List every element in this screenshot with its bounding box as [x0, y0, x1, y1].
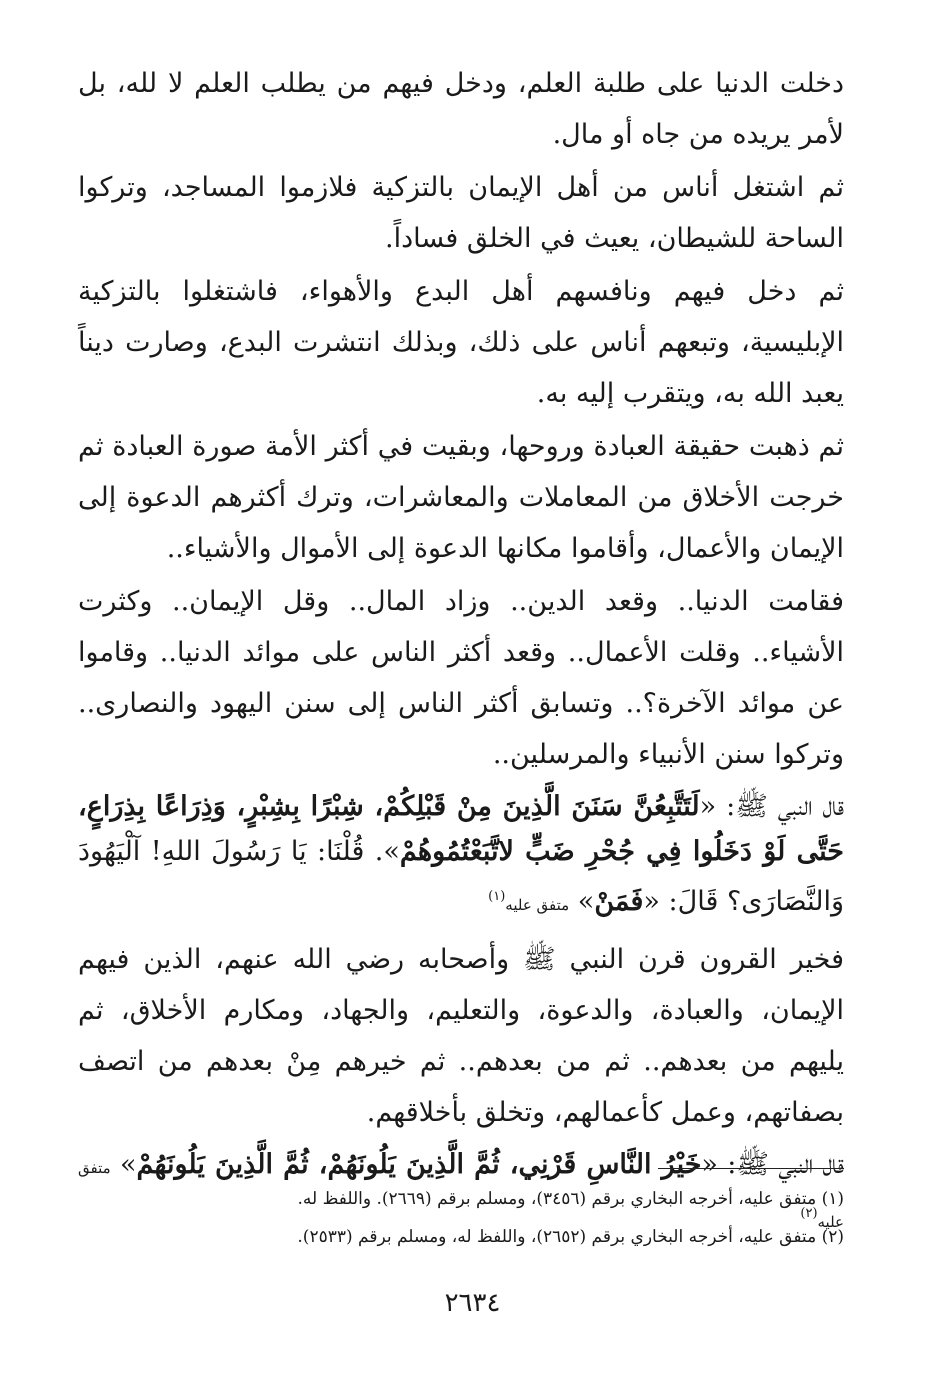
hadith-quote-1 — [78, 784, 844, 928]
hadith-1-source: متفق عليه — [505, 896, 570, 914]
paragraph-3: ثم دخل فيهم ونافسهم أهل البدع والأهواء، فاشتغلوا بالتزكية الإبليسية، وتبعهم أناس على ذلك، وبذلك انتشرت البدع، وصارت ديناً يعبد الله به، ويتقرب إليه به. — [78, 276, 844, 409]
hadith-2-source: متفق عليه — [78, 1159, 844, 1231]
footnote-2: (٢) متفق عليه، أخرجه البخاري برقم (٢٦٥٢)، واللفظ له، ومسلم برقم (٢٥٣٣). — [297, 1227, 844, 1247]
hadith-1-answer: فَمَنْ — [594, 886, 644, 917]
footnote-ref-2: (٢) — [800, 1206, 818, 1221]
page-body — [78, 58, 844, 1251]
hadith-2-text: خَيْرُ النَّاسِ قَرْنِي، ثُمَّ الَّذِينَ يَلُونَهُمْ، ثُمَّ الَّذِينَ يَلُونَهُمْ — [136, 1149, 702, 1180]
paragraph-2: ثم اشتغل أناس من أهل الإيمان بالتزكية فلازموا المساجد، وتركوا الساحة للشيطان، يعيث في الخلق فساداً. — [78, 172, 844, 254]
hadith-2-intro: قال النبي ﷺ: « — [701, 1149, 844, 1180]
hadith-1-middle: ». قُلْنَا: يَا رَسُولَ اللهِ! آلْيَهُودَ وَالنَّصَارَى؟ قَالَ: « — [78, 836, 844, 917]
hadith-1-intro: قال النبي ﷺ: « — [699, 791, 844, 822]
footnote-divider — [658, 1168, 844, 1169]
paragraph-1: دخلت الدنيا على طلبة العلم، ودخل فيهم من يطلب العلم لا لله، بل لأمر يريده من جاه أو مال. — [78, 68, 844, 150]
hadith-1-text: لَتَتَّبِعُنَّ سَنَنَ الَّذِينَ مِنْ قَبْلِكُمْ، شِبْرًا بِشِبْرٍ، وَذِرَاعًا بِذِرَاعٍ، حَتَّى لَوْ دَخَلُوا فِي جُحْرِ ضَبٍّ لاتَّبَعْتُمُوهُمْ — [78, 791, 844, 867]
page-number: ٢٦٣٤ — [444, 1288, 501, 1318]
paragraph-6: فخير القرون قرن النبي ﷺ وأصحابه رضي الله عنهم، الذين فيهم الإيمان، والعبادة، والدعوة، والتعليم، والجهاد، ومكارم الأخلاق، ثم يليهم من بعدهم.. ثم من بعدهم.. ثم خيرهم مِنْ بعدهم من اتصف بصفاتهم، وعمل كأعمالهم، وتخلق بأخلاقهم. — [78, 944, 844, 1128]
footnotes — [144, 1180, 844, 1256]
footnote-ref-1: (١) — [488, 889, 506, 904]
paragraph-5: فقامت الدنيا.. وقعد الدين.. وزاد المال.. وقل الإيمان.. وكثرت الأشياء.. وقلت الأعمال.. وقعد أكثر الناس على موائد الدنيا.. وقاموا عن موائد الآخرة؟.. وتسابق أكثر الناس إلى سنن اليهود والنصارى.. وتركوا سنن الأنبياء والمرسلين.. — [78, 586, 844, 770]
hadith-1-closing: » — [577, 886, 595, 917]
footnote-1: (١) متفق عليه، أخرجه البخاري برقم (٣٤٥٦)، ومسلم برقم (٢٦٦٩). واللفظ له. — [297, 1189, 844, 1209]
hadith-2-closing: » — [120, 1149, 137, 1180]
paragraph-4: ثم ذهبت حقيقة العبادة وروحها، وبقيت في أكثر الأمة صورة العبادة ثم خرجت الأخلاق من المعاملات والمعاشرات، وترك أكثرهم الدعوة إلى الإيمان والأعمال، وأقاموا مكانها الدعوة إلى الأموال والأشياء.. — [78, 431, 844, 564]
